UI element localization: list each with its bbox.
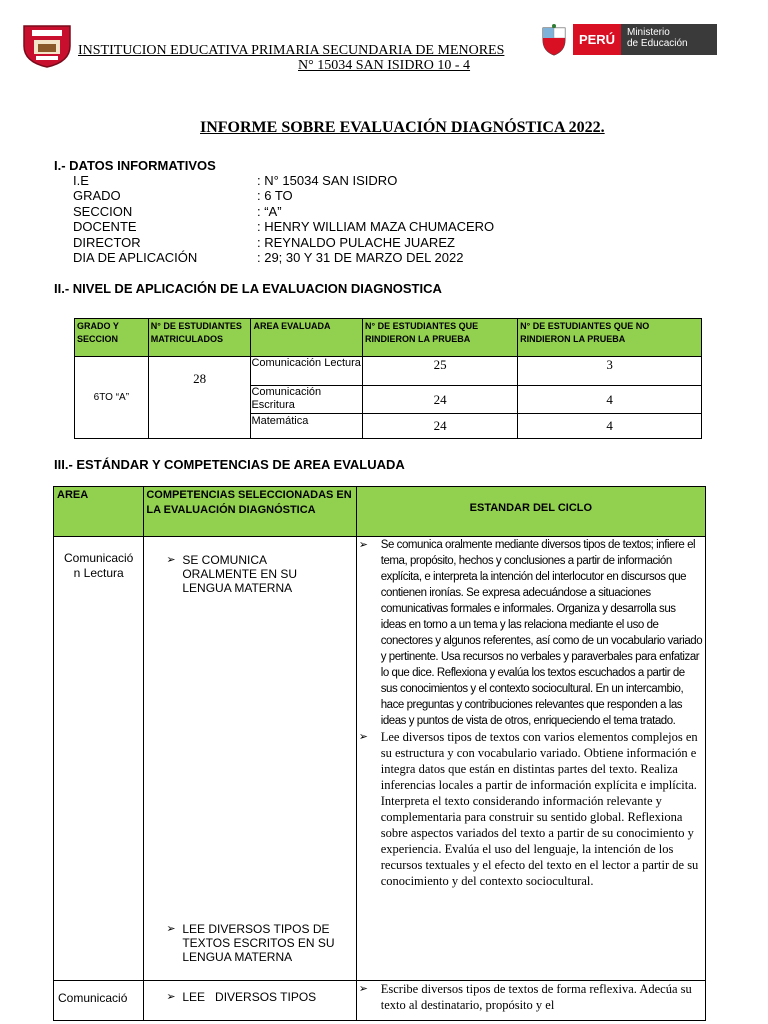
area-cell bbox=[54, 537, 144, 981]
standard-cell bbox=[356, 981, 705, 1021]
competency-text: LEE DIVERSOS TIPOS bbox=[182, 990, 317, 1004]
arrow-bullet-icon: ➢ bbox=[358, 731, 368, 743]
ministry-line2: de Educación bbox=[627, 38, 688, 49]
header-not-took: N° DE ESTUDIANTES QUE NO RINDIERON LA PRUEBA bbox=[518, 319, 702, 357]
standards-table bbox=[53, 486, 706, 1021]
area-cell: Matemática bbox=[251, 414, 363, 439]
area-text: Comunicación Lectura bbox=[63, 551, 134, 580]
header-competencies: COMPETENCIAS SELECCIONADAS EN LA EVALUACIÓN DIAGNÓSTICA bbox=[144, 487, 356, 537]
header-took: N° DE ESTUDIANTES QUE RINDIERON LA PRUEBA bbox=[363, 319, 518, 357]
took-cell: 24 bbox=[363, 414, 518, 439]
competencies-cell bbox=[144, 537, 356, 981]
not-took-cell: 3 bbox=[518, 357, 702, 386]
standard-item bbox=[357, 981, 703, 1013]
competency-item bbox=[166, 990, 355, 1004]
header-area: AREA EVALUADA bbox=[251, 319, 363, 357]
institution-name: INSTITUCION EDUCATIVA PRIMARIA SECUNDARIA DE MENORES bbox=[78, 43, 505, 58]
took-cell: 24 bbox=[363, 386, 518, 414]
not-took-cell: 4 bbox=[518, 386, 702, 414]
info-value: : REYNALDO PULACHE JUAREZ bbox=[257, 235, 455, 250]
info-value: : N° 15034 SAN ISIDRO bbox=[257, 173, 398, 188]
info-value: : 29; 30 Y 31 DE MARZO DEL 2022 bbox=[257, 250, 464, 265]
info-value: : “A” bbox=[257, 204, 282, 219]
standard-item bbox=[357, 729, 703, 889]
competency-text: LEE DIVERSOS TIPOS DE TEXTOS ESCRITOS EN SU LENGUA MATERNA bbox=[182, 922, 335, 964]
arrow-bullet-icon: ➢ bbox=[166, 991, 176, 1003]
info-label: I.E bbox=[73, 173, 89, 188]
took-cell: 25 bbox=[363, 357, 518, 386]
header-grade: GRADO Y SECCION bbox=[75, 319, 149, 357]
info-label: DOCENTE bbox=[73, 219, 137, 234]
competencies-cell bbox=[144, 981, 356, 1021]
standard-cell bbox=[356, 537, 705, 981]
info-value: : HENRY WILLIAM MAZA CHUMACERO bbox=[257, 219, 495, 234]
section1-heading: I.- DATOS INFORMATIVOS bbox=[54, 158, 216, 173]
standard-text: Se comunica oralmente mediante diversos tipos de textos; infiere el tema, propósito, hechos y conclusiones a partir de información explícita, e interpreta la intención del interlocutor en discursos que contienen ironías. Se expresa adecuándose a situaciones comunicativas formales e informales. Organiza y desarrolla sus ideas en torno a un tema y las relaciona mediante el uso de conectores y algunos referentes, así como de un vocabulario variado y pertinente. Usa recursos no verbales y paraverbales para enfatizar lo que dice. Reflexiona y evalúa los textos escuchados a partir de sus conocimientos y el contexto sociocultural. En un intercambio, hace preguntas y contribuciones relevantes que responden a las ideas y puntos de vista de otros, enriqueciendo el tema tratado. bbox=[380, 539, 703, 727]
ministry-line1: Ministerio bbox=[627, 27, 670, 38]
arrow-bullet-icon: ➢ bbox=[358, 539, 368, 551]
area-cell: Comunicación Escritura bbox=[251, 386, 363, 414]
info-label: GRADO bbox=[73, 188, 121, 203]
peru-shield-icon bbox=[540, 24, 568, 56]
header-standard: ESTANDAR DEL CICLO bbox=[356, 487, 705, 537]
section3-heading: III.- ESTÁNDAR Y COMPETENCIAS DE AREA EVALUADA bbox=[54, 457, 405, 472]
standard-item bbox=[357, 537, 703, 729]
not-took-cell: 4 bbox=[518, 414, 702, 439]
standard-text: Lee diversos tipos de textos con varios elementos complejos en su estructura y con vocabulario variado. Obtiene información e integra datos que están en distintas partes del texto. Realiza inferencias locales a partir de información explícita e implícita. Interpreta el texto considerando información relevante y complementaria para construir su sentido global. Reflexiona sobre aspectos variados del texto a partir de su conocimiento y experiencia. Evalúa el uso del lenguaje, la intención de los recursos textuales y el efecto del texto en el lector a partir de su conocimiento y del contexto sociocultural. bbox=[380, 730, 699, 888]
school-logo bbox=[20, 22, 74, 68]
report-title: INFORME SOBRE EVALUACIÓN DIAGNÓSTICA 2022. bbox=[200, 119, 605, 136]
area-cell: Comunicación Lectura bbox=[251, 357, 363, 386]
application-table bbox=[74, 318, 702, 439]
arrow-bullet-icon: ➢ bbox=[166, 923, 176, 935]
info-value: : 6 TO bbox=[257, 188, 293, 203]
enrolled-cell: 28 bbox=[148, 357, 251, 439]
grade-cell: 6TO “A” bbox=[75, 357, 149, 439]
standard-text: Escribe diversos tipos de textos de forma reflexiva. Adecúa su texto al destinatario, propósito y el bbox=[380, 982, 692, 1012]
header-area: AREA bbox=[54, 487, 144, 537]
info-label: DIRECTOR bbox=[73, 235, 141, 250]
peru-badge: PERÚ bbox=[573, 24, 621, 55]
header-enrolled: N° DE ESTUDIANTES MATRICULADOS bbox=[148, 319, 251, 357]
arrow-bullet-icon: ➢ bbox=[358, 983, 368, 995]
institution-number: N° 15034 SAN ISIDRO 10 - 4 bbox=[298, 58, 471, 73]
arrow-bullet-icon: ➢ bbox=[166, 554, 176, 566]
area-cell: Comunicació bbox=[54, 981, 144, 1021]
info-label: SECCION bbox=[73, 204, 133, 219]
competency-text: SE COMUNICA ORALMENTE EN SU LENGUA MATERNA bbox=[182, 553, 298, 595]
ministry-badge bbox=[621, 24, 717, 55]
section2-heading: II.- NIVEL DE APLICACIÓN DE LA EVALUACION DIAGNOSTICA bbox=[54, 281, 442, 296]
competency-item bbox=[166, 553, 336, 595]
competency-item bbox=[166, 922, 342, 964]
info-label: DIA DE APLICACIÓN bbox=[73, 250, 198, 265]
